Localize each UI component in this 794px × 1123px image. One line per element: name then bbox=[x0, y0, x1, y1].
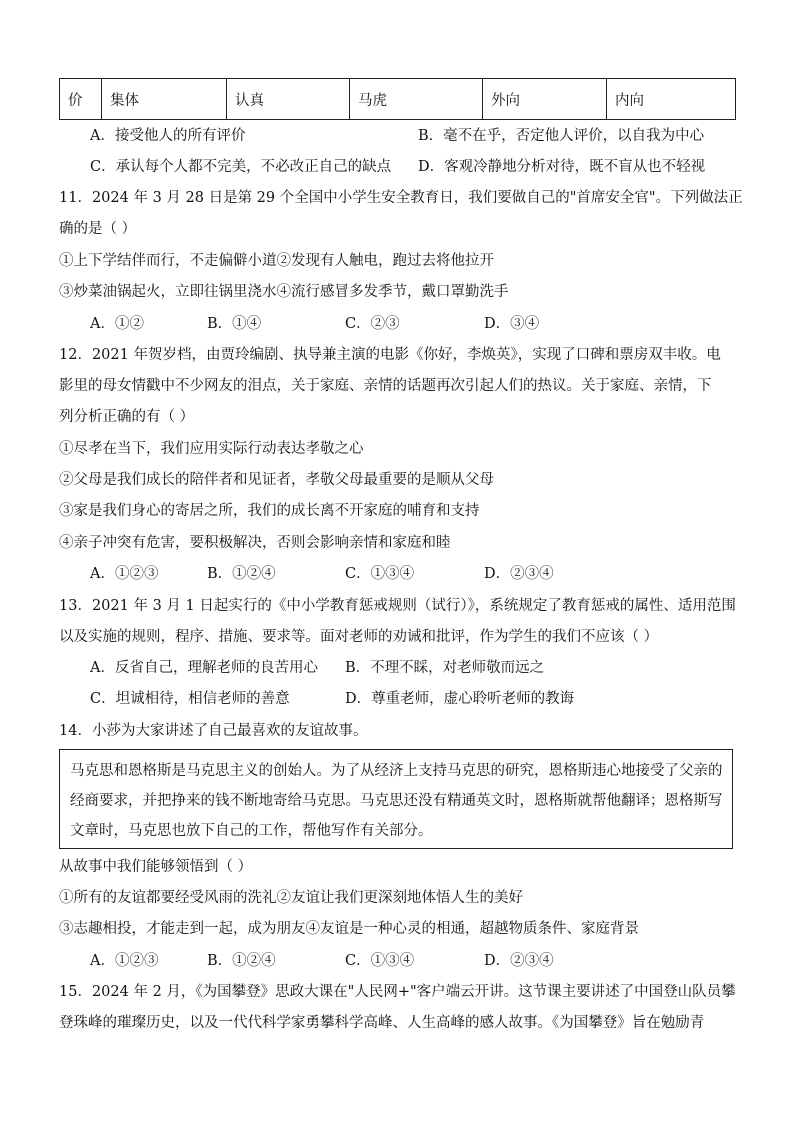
q11-option-c: C．②③ bbox=[345, 316, 400, 332]
q14-stem: 14．小莎为大家讲述了自己最喜欢的友谊故事。 bbox=[59, 723, 368, 739]
q14-option-d: D．②③④ bbox=[484, 953, 554, 969]
q14-item-line: ①所有的友谊都要经受风雨的洗礼②友谊让我们更深刻地体悟人生的美好 bbox=[59, 890, 523, 906]
q13-option-a: A．反省自己，理解老师的良苦用心 bbox=[90, 660, 318, 676]
q11-option-b: B．①④ bbox=[207, 316, 262, 332]
q12-item-line: ①尽孝在当下，我们应用实际行动表达孝敬之心 bbox=[59, 441, 364, 457]
q13-option-b: B．不理不睬，对老师敬而远之 bbox=[345, 660, 545, 676]
q12-stem-line: 列分析正确的有（ ） bbox=[59, 409, 195, 425]
q15-stem-line: 15．2024 年 2 月，《为国攀登》思政大课在"人民网+"客户端云开讲。这节课主要讲述了中国登山队员攀 bbox=[59, 984, 736, 1000]
q12-option-c: C．①③④ bbox=[345, 566, 415, 582]
q11-option-a: A．①② bbox=[90, 316, 144, 332]
q14-item-line: ③志趣相投，才能走到一起，成为朋友④友谊是一种心灵的相通，超越物质条件、家庭背景 bbox=[59, 921, 639, 937]
q11-stem-line: 确的是（ ） bbox=[59, 221, 137, 237]
q14-question: 从故事中我们能够领悟到（ ） bbox=[59, 859, 253, 875]
q12-stem-line: 12．2021 年贺岁档，由贾玲编剧、执导兼主演的电影《你好，李焕英》，实现了口碑和票房双丰收。电 bbox=[59, 347, 721, 363]
trait-table bbox=[59, 78, 736, 120]
q14-option-a: A．①②③ bbox=[90, 953, 159, 969]
q11-item-line: ①上下学结伴而行，不走偏僻小道②发现有人触电，跑过去将他拉开 bbox=[59, 253, 494, 269]
table-cell: 外向 bbox=[483, 79, 607, 120]
q13-option-c: C．坦诚相待，相信老师的善意 bbox=[90, 691, 290, 707]
q13-stem-line: 以及实施的规则，程序、措施、要求等。面对老师的劝诫和批评，作为学生的我们不应该（ ） bbox=[59, 629, 659, 645]
q11-option-d: D．③④ bbox=[484, 316, 540, 332]
story-line: 经商要求，并把挣来的钱不断地寄给马克思。马克思还没有精通英文时，恩格斯就帮他翻译；恩格斯写 bbox=[70, 793, 723, 809]
q12-option-a: A．①②③ bbox=[90, 566, 159, 582]
q12-item-line: ③家是我们身心的寄居之所，我们的成长离不开家庭的哺育和支持 bbox=[59, 503, 480, 519]
q13-option-d: D．尊重老师，虚心聆听老师的教诲 bbox=[345, 691, 575, 707]
story-line: 文章时，马克思也放下自己的工作，帮他写作有关部分。 bbox=[70, 823, 433, 839]
q12-option-d: D．②③④ bbox=[484, 566, 554, 582]
q15-stem-line: 登珠峰的璀璨历史，以及一代代科学家勇攀科学高峰、人生高峰的感人故事。《为国攀登》旨在勉励青 bbox=[59, 1015, 705, 1031]
q11-stem-line: 11．2024 年 3 月 28 日是第 29 个全国中小学生安全教育日，我们要做自己的"首席安全官"。下列做法正 bbox=[59, 190, 743, 206]
q12-option-b: B．①②④ bbox=[207, 566, 276, 582]
q10-option-a: A．接受他人的所有评价 bbox=[90, 128, 246, 144]
q10-option-b: B．毫不在乎，否定他人评价，以自我为中心 bbox=[418, 128, 705, 144]
q10-option-d: D．客观冷静地分析对待，既不盲从也不轻视 bbox=[418, 159, 706, 175]
table-row bbox=[60, 79, 736, 120]
table-cell: 集体 bbox=[102, 79, 227, 120]
q12-item-line: ②父母是我们成长的陪伴者和见证者，孝敬父母最重要的是顺从父母 bbox=[59, 472, 494, 488]
table-cell: 内向 bbox=[607, 79, 736, 120]
story-line: 马克思和恩格斯是马克思主义的创始人。为了从经济上支持马克思的研究，恩格斯违心地接受了父亲的 bbox=[70, 763, 723, 779]
q11-item-line: ③炒菜油锅起火，立即往锅里浇水④流行感冒多发季节，戴口罩勤洗手 bbox=[59, 284, 509, 300]
story-box bbox=[59, 749, 733, 849]
q13-stem-line: 13．2021 年 3 月 1 日起实行的《中小学教育惩戒规则（试行）》，系统规定了教育惩戒的属性、适用范围 bbox=[59, 598, 736, 614]
q12-item-line: ④亲子冲突有危害，要积极解决，否则会影响亲情和家庭和睦 bbox=[59, 535, 451, 551]
table-cell: 认真 bbox=[227, 79, 350, 120]
q14-option-b: B．①②④ bbox=[207, 953, 276, 969]
q14-option-c: C．①③④ bbox=[345, 953, 415, 969]
q12-stem-line: 影里的母女情戳中不少网友的泪点，关于家庭、亲情的话题再次引起人们的热议。关于家庭、亲情，下 bbox=[59, 378, 712, 394]
q10-option-c: C．承认每个人都不完美，不必改正自己的缺点 bbox=[90, 159, 392, 175]
table-cell: 马虎 bbox=[350, 79, 483, 120]
table-cell: 价 bbox=[60, 79, 102, 120]
